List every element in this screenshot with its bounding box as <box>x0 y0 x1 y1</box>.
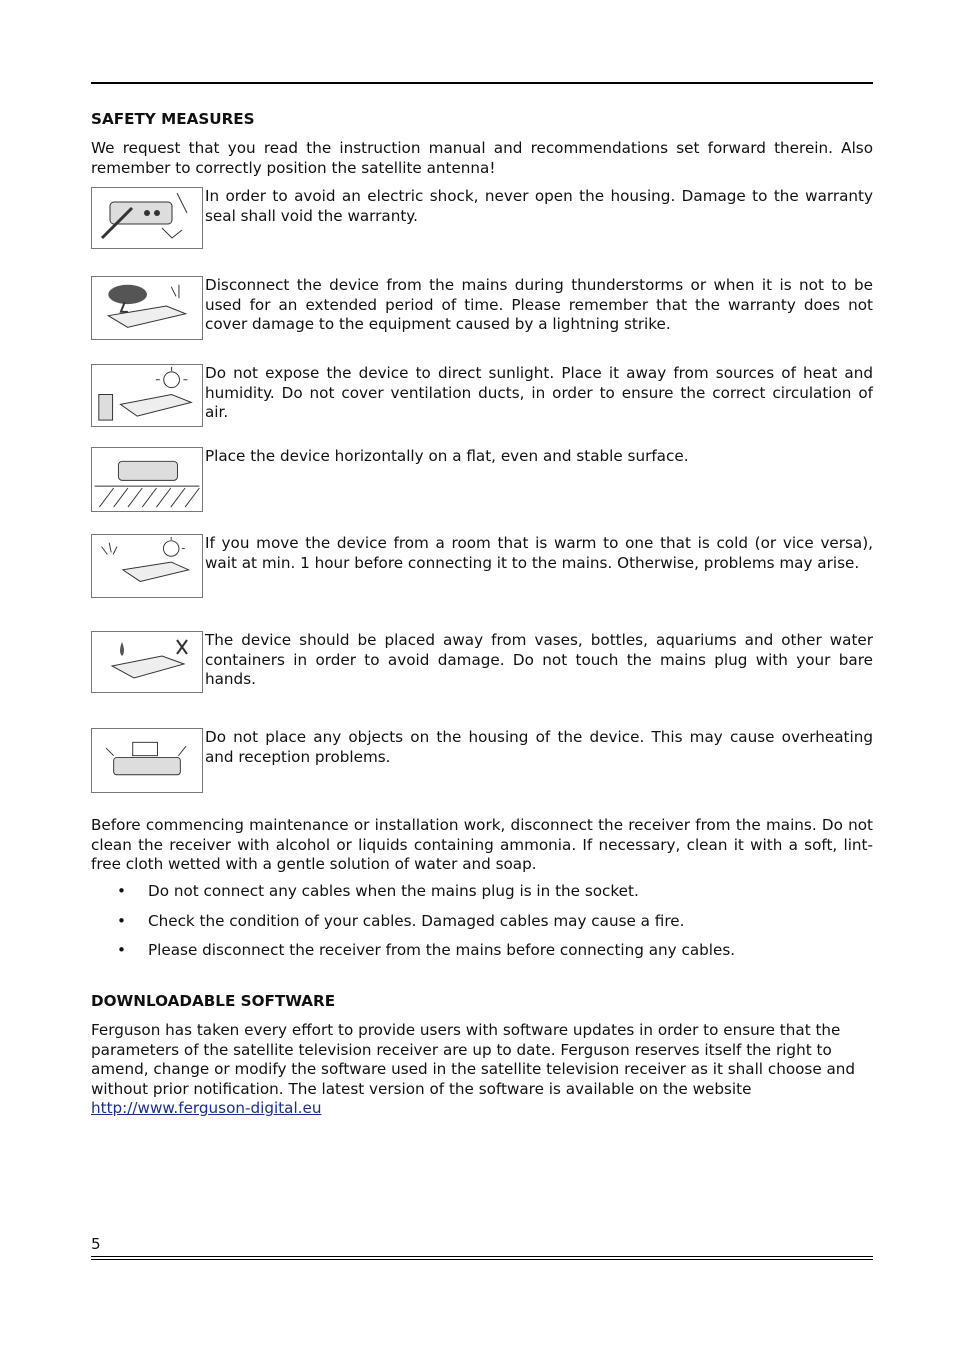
safety-item-text: Do not place any objects on the housing of the device. This may cause overheating and reception problems. <box>205 728 873 766</box>
flat-surface-icon <box>91 447 203 512</box>
safety-item-text: If you move the device from a room that is warm to one that is cold (or vice versa), wait at min. 1 hour before connecting it to the mains. Otherwise, problems may arise. <box>205 534 873 572</box>
water-warning-icon <box>91 631 203 693</box>
temperature-change-icon <box>91 534 203 598</box>
safety-item-text: The device should be placed away from vases, bottles, aquariums and other water containers in order to avoid damage. Do not touch the mains plug with your bare hands. <box>205 631 873 689</box>
page-number: 5 <box>91 1235 101 1253</box>
safety-item-text: In order to avoid an electric shock, never open the housing. Damage to the warranty seal shall void the warranty. <box>205 187 873 225</box>
bottom-rule <box>91 1256 873 1257</box>
bottom-rule-double <box>91 1259 873 1260</box>
no-objects-on-housing-icon <box>91 728 203 793</box>
downloadable-software-heading: DOWNLOADABLE SOFTWARE <box>91 992 336 1010</box>
document-page <box>91 0 873 1351</box>
open-housing-warning-icon <box>91 187 203 249</box>
safety-intro: We request that you read the instruction manual and recommendations set forward therein. Also remember to correctly position the satellite antenna! <box>91 139 873 177</box>
list-item: • Check the condition of your cables. Damaged cables may cause a fire. <box>117 911 685 930</box>
list-item: • Do not connect any cables when the mains plug is in the socket. <box>117 882 639 900</box>
software-paragraph: Ferguson has taken every effort to provide users with software updates in order to ensure that the parameters of the satellite television receiver are up to date. Ferguson reserves itself the right to amend, change or modify the software used in the satellite television receiver as it shall choose and without prior notification. The latest version of the software is available on the website http://www.ferguson-digital.eu <box>91 1021 856 1118</box>
safety-measures-heading: SAFETY MEASURES <box>91 110 255 128</box>
thunderstorm-warning-icon <box>91 276 203 340</box>
sunlight-heat-warning-icon <box>91 364 203 427</box>
maintenance-paragraph: Before commencing maintenance or installation work, disconnect the receiver from the mains. Do not clean the receiver with alcohol or liquids containing ammonia. If necessary, clean it with a soft, lint-free cloth wetted with a gentle solution of water and soap. <box>91 816 873 874</box>
top-rule <box>91 82 873 84</box>
safety-item-text: Place the device horizontally on a flat, even and stable surface. <box>205 447 689 465</box>
safety-item-text: Disconnect the device from the mains during thunderstorms or when it is not to be used for an extended period of time. Please remember that the warranty does not cover damage to the equipment caused by a lightning strike. <box>205 276 873 334</box>
safety-item-text: Do not expose the device to direct sunlight. Place it away from sources of heat and humidity. Do not cover ventilation ducts, in order to ensure the correct circulation of air. <box>205 364 873 422</box>
website-link[interactable]: http://www.ferguson-digital.eu <box>91 1099 322 1118</box>
cable-safety-list <box>91 882 873 971</box>
list-item: • Please disconnect the receiver from the mains before connecting any cables. <box>117 941 736 959</box>
